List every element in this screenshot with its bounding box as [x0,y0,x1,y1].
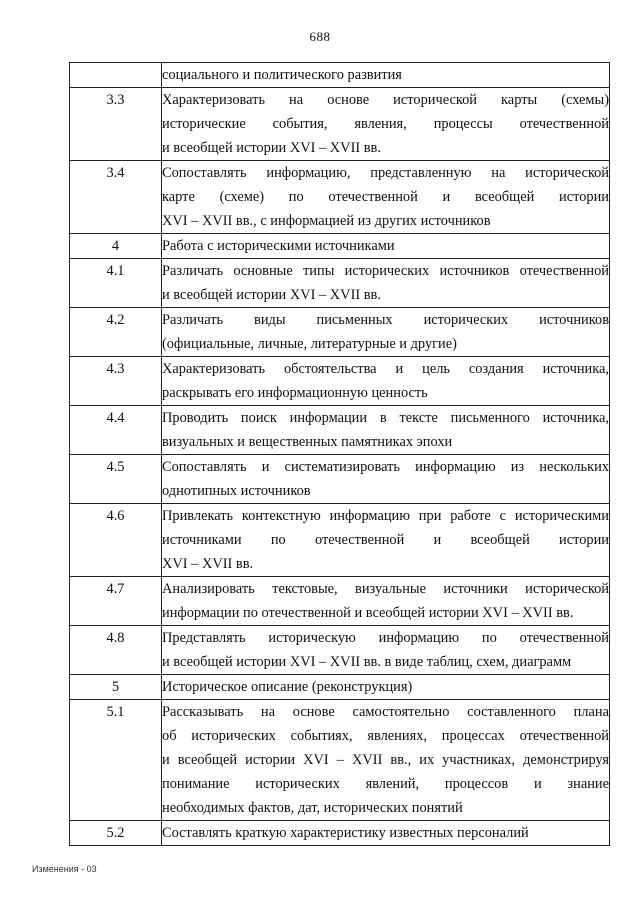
row-code: 4.3 [70,357,162,406]
description-line: информации по отечественной и всеобщей истории XVI – XVII вв. [162,605,574,621]
description-line: Рассказывать на основе самостоятельно составленного плана [162,704,609,720]
row-code: 5.2 [70,821,162,846]
row-code: 4.2 [70,308,162,357]
page-number: 688 [309,29,331,44]
description-line: (официальные, личные, литературные и другие) [162,336,457,352]
row-code: 3.3 [70,88,162,161]
row-code: 4 [70,234,162,259]
description-line: Анализировать текстовые, визуальные источники исторической [162,581,609,597]
description-line: Сопоставлять и систематизировать информацию из нескольких [162,459,609,475]
description-line: исторические события, явления, процессы отечественной [162,116,609,132]
description-line: однотипных источников [162,483,311,499]
row-description [162,577,610,626]
row-description [162,406,610,455]
row-description [162,259,610,308]
table-row [70,626,610,675]
description-line: раскрывать его информационную ценность [162,385,428,401]
row-description [162,308,610,357]
row-code: 4.5 [70,455,162,504]
row-code: 4.4 [70,406,162,455]
description-line: источниками по отечественной и всеобщей истории [162,532,609,548]
table-row [70,88,610,161]
description-line: Представлять историческую информацию по отечественной [162,630,609,646]
description-line: Характеризовать обстоятельства и цель создания источника, [162,361,609,377]
description-line: социального и политического развития [162,67,402,83]
description-line: Составлять краткую характеристику известных персоналий [162,825,529,841]
row-description [162,63,610,88]
description-line: Историческое описание (реконструкция) [162,679,413,695]
table-row [70,234,610,259]
row-code [70,63,162,88]
table-row [70,357,610,406]
row-code: 4.7 [70,577,162,626]
description-line: и всеобщей истории XVI – XVII вв. в виде таблиц, схем, диаграмм [162,654,572,670]
description-line: Работа с историческими источниками [162,238,395,254]
description-line: Различать виды письменных исторических источников [162,312,609,328]
description-line: и всеобщей истории XVI – XVII вв., их участниках, демонстрируя [162,752,609,768]
description-line: Привлекать контекстную информацию при работе с историческими [162,508,609,524]
table-row [70,308,610,357]
description-line: Различать основные типы исторических источников отечественной [162,263,609,279]
table-row [70,161,610,234]
description-line: XVI – XVII вв. [162,556,254,572]
table-row [70,821,610,846]
description-line: Характеризовать на основе исторической карты (схемы) [162,92,609,108]
description-line: Проводить поиск информации в тексте письменного источника, [162,410,609,426]
table-row [70,259,610,308]
row-description [162,234,610,259]
description-line: и всеобщей истории XVI – XVII вв. [162,140,381,156]
table-row [70,406,610,455]
row-code: 3.4 [70,161,162,234]
row-description [162,626,610,675]
description-line: необходимых фактов, дат, исторических понятий [162,800,463,816]
row-code: 4.1 [70,259,162,308]
row-description [162,161,610,234]
description-line: об исторических событиях, явлениях, процессах отечественной [162,728,609,744]
row-code: 5 [70,675,162,700]
table-row [70,455,610,504]
row-description [162,821,610,846]
description-line: карте (схеме) по отечественной и всеобщей истории [162,189,609,205]
row-code: 4.8 [70,626,162,675]
table-row [70,63,610,88]
requirements-table [69,62,610,846]
row-description [162,675,610,700]
description-line: Сопоставлять информацию, представленную на исторической [162,165,609,181]
row-description [162,455,610,504]
row-description [162,88,610,161]
row-description [162,504,610,577]
row-code: 4.6 [70,504,162,577]
row-description [162,357,610,406]
table-row [70,504,610,577]
row-code: 5.1 [70,700,162,821]
table-row [70,700,610,821]
description-line: и всеобщей истории XVI – XVII вв. [162,287,381,303]
row-description [162,700,610,821]
footer-note: Изменения - 03 [32,864,97,874]
description-line: визуальных и вещественных памятниках эпохи [162,434,453,450]
description-line: XVI – XVII вв., с информацией из других источников [162,213,491,229]
description-line: понимание исторических явлений, процессов и знание [162,776,609,792]
table-row [70,675,610,700]
table-row [70,577,610,626]
